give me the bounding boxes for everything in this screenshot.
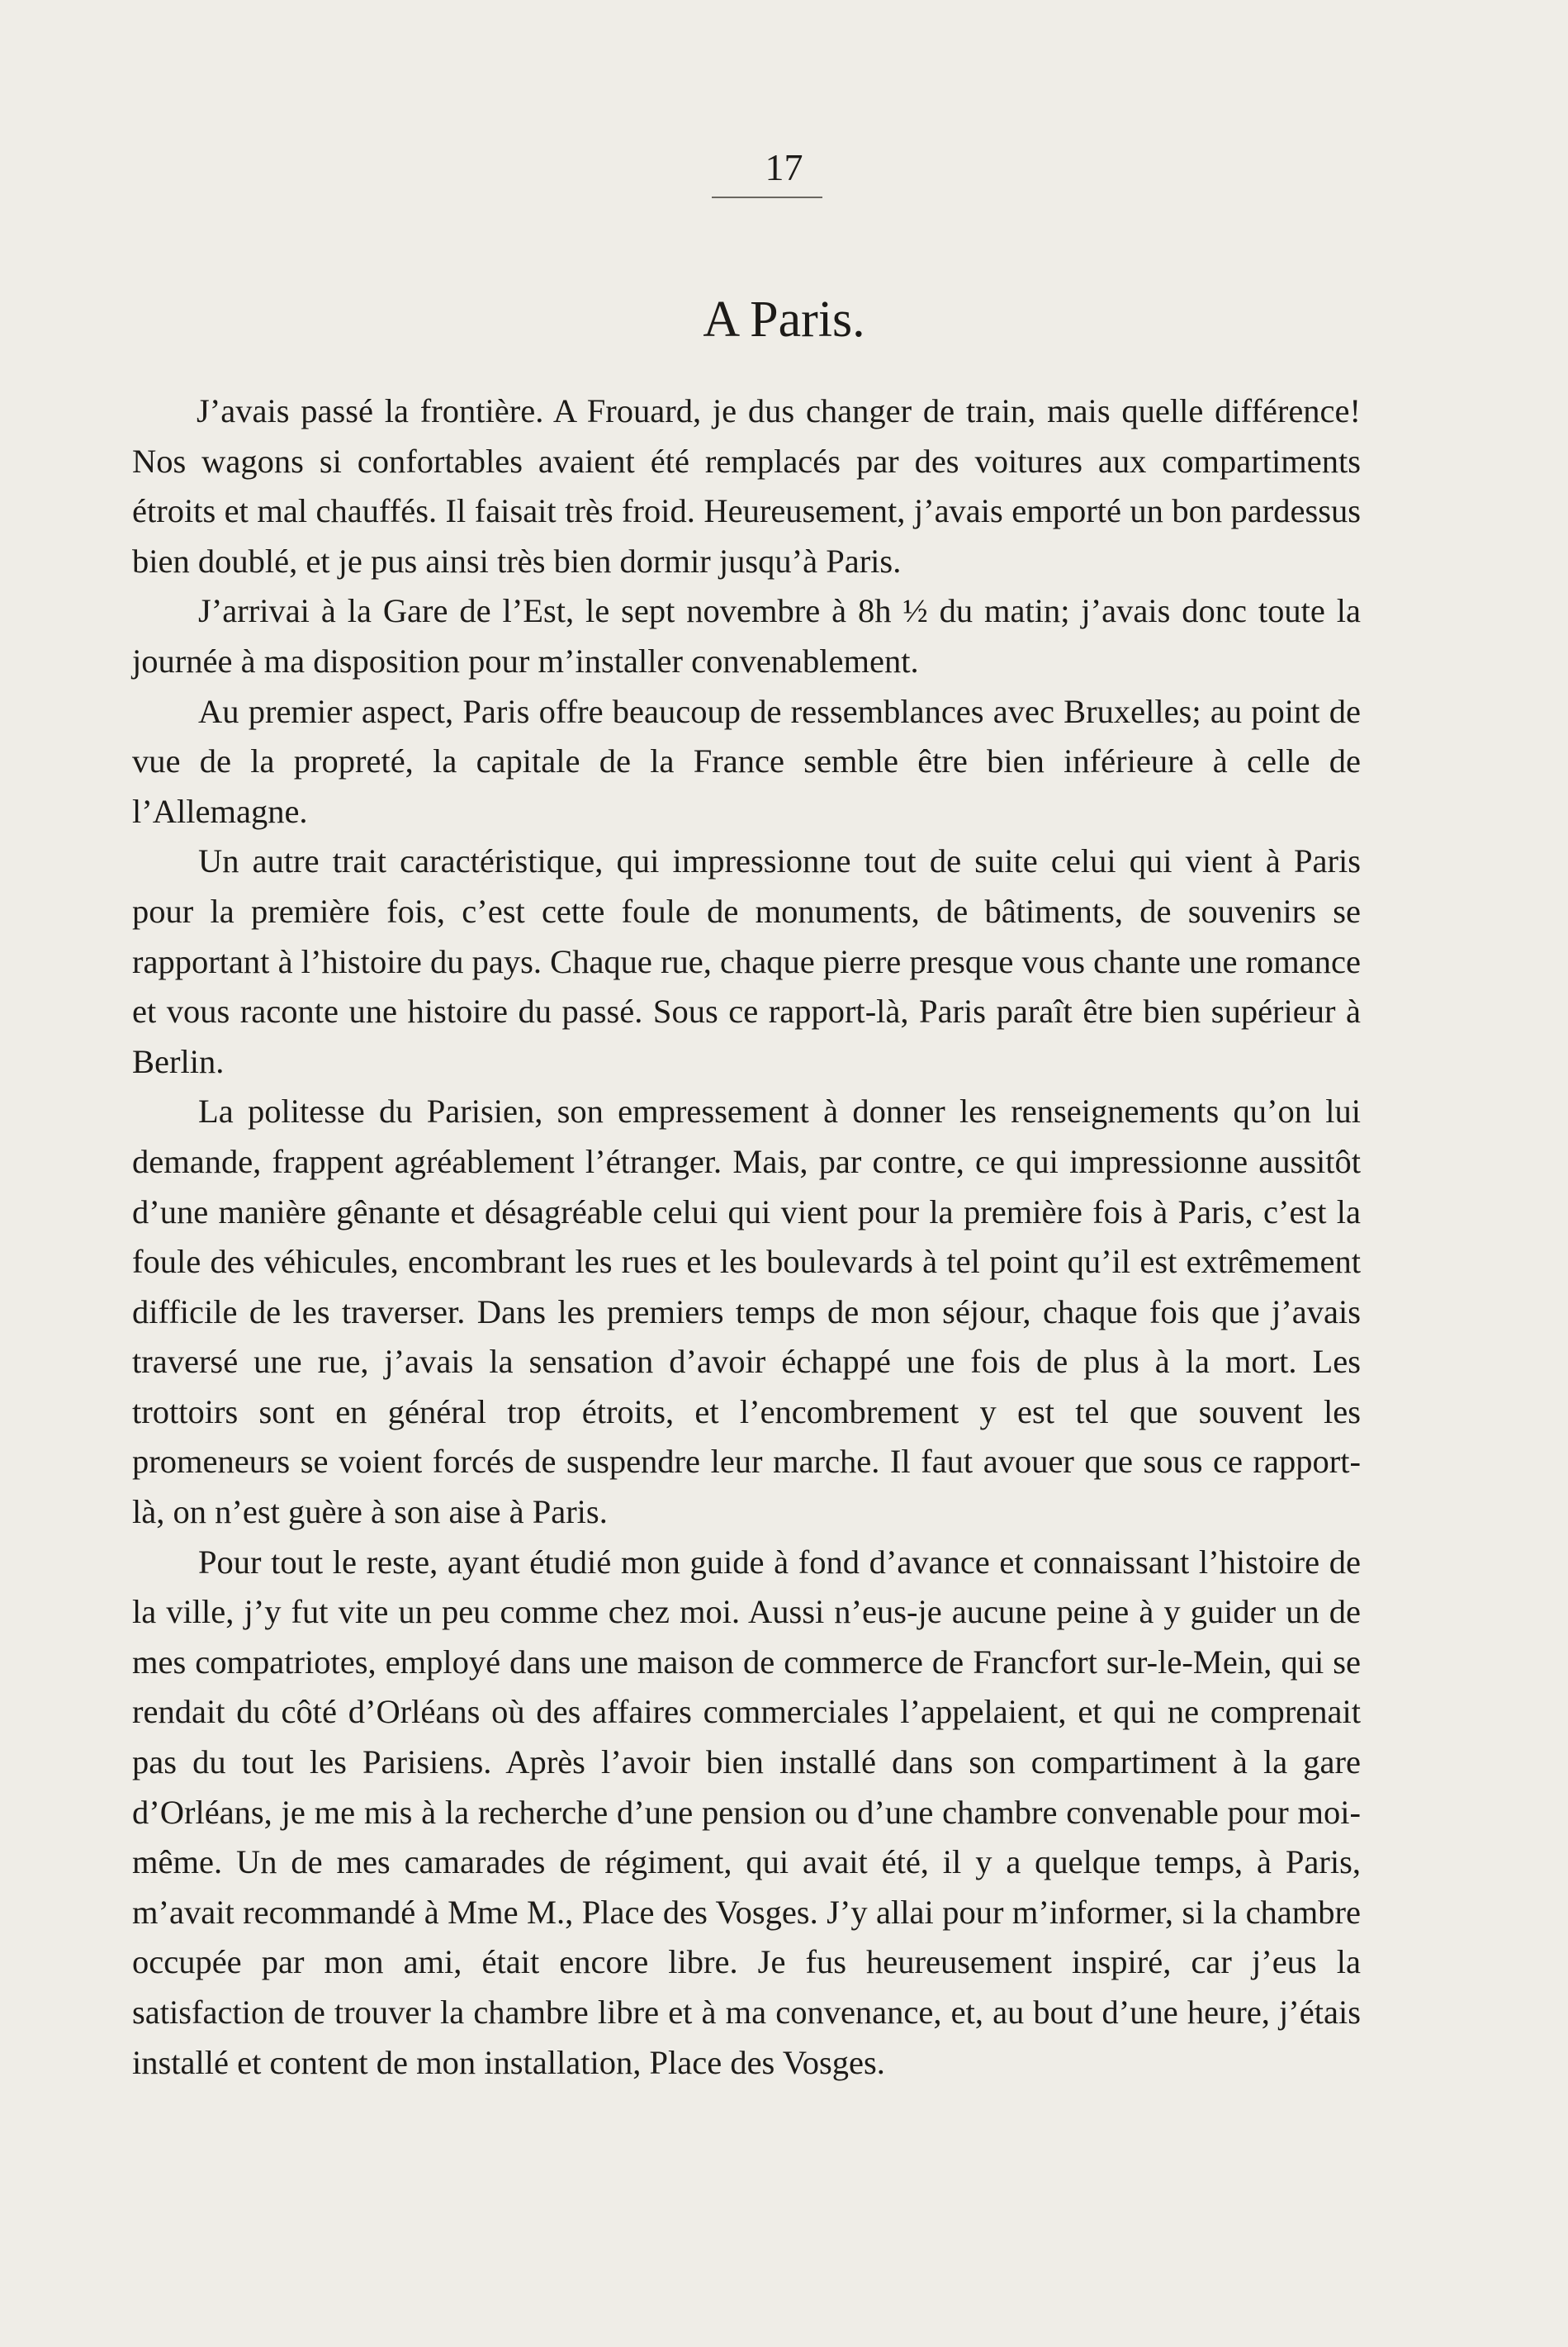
paragraph-3: Au premier aspect, Paris offre beaucoup de ressemblances avec Bruxelles; au point de vue de la propreté, la capitale de la France semble être bien inférieure à celle de l’Allemagne. xyxy=(132,692,1361,830)
chapter-title: A Paris. xyxy=(703,292,865,348)
paragraph-4: Un autre trait caractéristique, qui impressionne tout de suite celui qui vient à Paris pour la première fois, c’est cette foule de monuments, de bâtiments, de souvenirs se rapportant à l’histoire du pays. Chaque rue, chaque pierre presque vous chante une romance et vous raconte une histoire du passé. Sous ce rapport-là, Paris paraît être bien supérieur à Berlin. xyxy=(132,842,1361,1080)
paragraph-6: Pour tout le reste, ayant étudié mon guide à fond d’avance et connaissant l’histoire de la ville, j’y fut vite un peu comme chez moi. Aussi n’eus-je aucune peine à y guider un de mes compatriotes, employé dans une maison de commerce de Francfort sur-le-Mein, qui se rendait du côté d’Orléans où des affaires commerciales l’appelaient, et qui ne comprenait pas du tout les Parisiens. Après l’avoir bien installé dans son compartiment à la gare d’Orléans, je me mis à la recherche d’une pension ou d’une chambre convenable pour moi-même. Un de mes camarades de régiment, qui avait été, il y a quelque temps, à Paris, m’avait recommandé à Mme M., Place des Vosges. J’y allai pour m’informer, si la chambre occupée par mon ami, était encore libre. Je fus heureusement inspiré, car j’eus la satisfaction de trouver la chambre libre et à ma convenance, et, au bout d’une heure, j’étais installé et content de mon installation, Place des Vosges. xyxy=(132,1543,1361,2081)
body-text xyxy=(132,386,1361,2088)
header-rule xyxy=(712,197,822,198)
paragraph-5: La politesse du Parisien, son empressement à donner les renseignements qu’on lui demande, frappent agréablement l’étranger. Mais, par contre, ce qui impressionne aussitôt d’une manière gênante et désagréable celui qui vient pour la première fois à Paris, c’est la foule des véhicules, encombrant les rues et les boulevards à tel point qu’il est extrêmement difficile de les traverser. Dans les premiers temps de mon séjour, chaque fois que j’avais traversé une rue, j’avais la sensation d’avoir échappé une fois de plus à la mort. Les trottoirs sont en général trop étroits, et l’encombrement y est tel que souvent les promeneurs se voient forcés de suspendre leur marche. Il faut avouer que sous ce rapport-là, on n’est guère à son aise à Paris. xyxy=(132,1093,1361,1531)
paragraph-2: J’arrivai à la Gare de l’Est, le sept novembre à 8h ½ du matin; j’avais donc toute la journée à ma disposition pour m’installer convenablement. xyxy=(132,592,1361,680)
paragraph-1: J’avais passé la frontière. A Frouard, je dus changer de train, mais quelle différence! Nos wagons si confortables avaient été remplacés par des voitures aux compartiments étroits et mal chauffés. Il faisait très froid. Heureusement, j’avais emporté un bon pardessus bien doublé, et je pus ainsi très bien dormir jusqu’à Paris. xyxy=(132,392,1361,580)
page-number: 17 xyxy=(765,146,803,188)
